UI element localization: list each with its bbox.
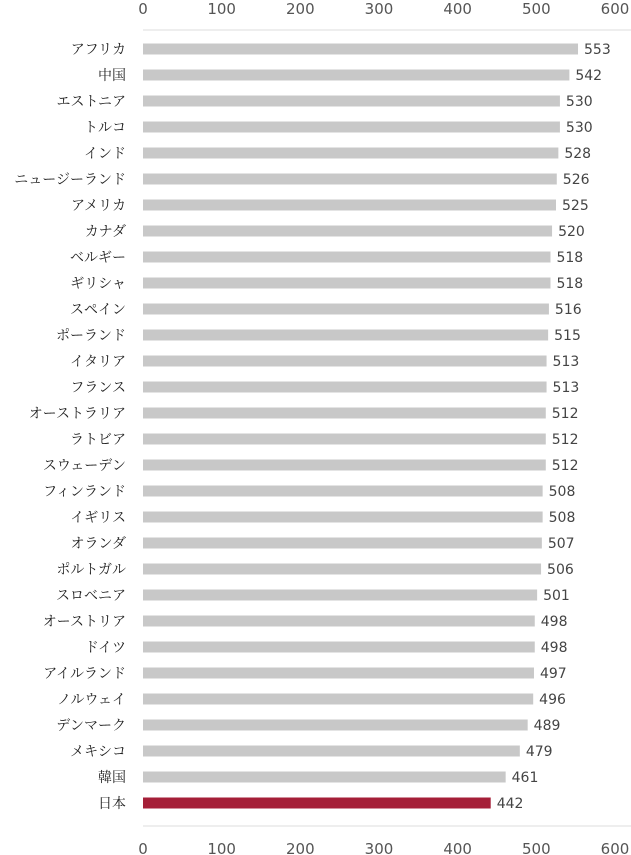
bar bbox=[143, 278, 550, 289]
category-label: デンマーク bbox=[56, 718, 126, 734]
category-labels bbox=[14, 42, 126, 812]
bottom-tick-label: 100 bbox=[207, 840, 236, 855]
value-label: 530 bbox=[565, 120, 593, 136]
category-label: カナダ bbox=[84, 224, 126, 240]
value-label: 530 bbox=[565, 94, 593, 110]
value-label: 508 bbox=[548, 510, 576, 526]
value-label: 507 bbox=[547, 536, 575, 552]
category-label: フランス bbox=[70, 380, 126, 396]
category-label: アフリカ bbox=[70, 42, 126, 58]
category-label: 中国 bbox=[98, 68, 126, 84]
bar bbox=[143, 382, 547, 393]
bar bbox=[143, 668, 534, 679]
bar bbox=[143, 512, 543, 523]
top-tick-label: 200 bbox=[286, 0, 315, 18]
category-label: トルコ bbox=[84, 120, 126, 136]
value-label: 542 bbox=[575, 68, 603, 84]
value-label: 520 bbox=[558, 224, 585, 240]
value-label: 518 bbox=[556, 276, 584, 292]
category-label: ポーランド bbox=[56, 328, 126, 344]
value-label: 479 bbox=[525, 744, 553, 760]
value-label: 526 bbox=[562, 172, 590, 188]
bar bbox=[143, 616, 535, 627]
category-label: オーストラリア bbox=[28, 406, 126, 422]
category-label: スロベニア bbox=[56, 588, 126, 604]
category-label: オランダ bbox=[70, 536, 126, 552]
value-label: 553 bbox=[584, 42, 611, 58]
bar bbox=[143, 226, 552, 237]
value-label: 513 bbox=[552, 380, 580, 396]
value-label: 518 bbox=[556, 250, 584, 266]
top-tick-label: 300 bbox=[364, 0, 394, 18]
value-label: 528 bbox=[564, 146, 592, 162]
bar bbox=[143, 252, 550, 263]
category-label: ギリシャ bbox=[70, 276, 126, 292]
category-label: ノルウェイ bbox=[57, 692, 126, 708]
category-label: イギリス bbox=[70, 510, 126, 526]
bar bbox=[143, 486, 543, 497]
category-label: オーストリア bbox=[42, 614, 126, 630]
value-label: 461 bbox=[511, 770, 539, 786]
value-label: 497 bbox=[539, 666, 567, 682]
top-tick-label: 400 bbox=[443, 0, 472, 18]
bar bbox=[143, 408, 546, 419]
top-tick-label: 600 bbox=[600, 0, 630, 18]
bottom-axis bbox=[138, 840, 629, 855]
value-label: 508 bbox=[548, 484, 576, 500]
bar bbox=[143, 174, 557, 185]
bottom-tick-label: 400 bbox=[443, 840, 472, 855]
value-label: 512 bbox=[551, 432, 579, 448]
category-label: スペイン bbox=[70, 302, 126, 318]
category-label: フィンランド bbox=[43, 484, 126, 500]
category-label: 韓国 bbox=[98, 770, 126, 786]
bottom-tick-label: 0 bbox=[138, 840, 148, 855]
bar bbox=[143, 564, 541, 575]
bar bbox=[143, 330, 548, 341]
category-label: イタリア bbox=[70, 354, 126, 370]
bottom-tick-label: 600 bbox=[600, 840, 630, 855]
top-tick-label: 500 bbox=[522, 0, 551, 18]
bar bbox=[143, 304, 549, 315]
top-tick-label: 100 bbox=[207, 0, 236, 18]
value-label: 515 bbox=[554, 328, 581, 344]
value-label: 496 bbox=[539, 692, 566, 708]
bar bbox=[143, 746, 520, 757]
category-label: アメリカ bbox=[70, 198, 126, 214]
bar bbox=[143, 200, 556, 211]
category-label: ポルトガル bbox=[56, 562, 126, 578]
value-label: 513 bbox=[552, 354, 580, 370]
category-label: ラトビア bbox=[70, 432, 126, 448]
bar bbox=[143, 590, 537, 601]
top-tick-label: 0 bbox=[138, 0, 148, 18]
bottom-tick-label: 500 bbox=[522, 840, 551, 855]
bar bbox=[143, 148, 558, 159]
value-label: 498 bbox=[540, 640, 568, 656]
category-label: アイルランド bbox=[43, 666, 126, 682]
value-label: 512 bbox=[551, 406, 579, 422]
bar bbox=[143, 538, 542, 549]
category-label: ドイツ bbox=[84, 640, 126, 656]
bar bbox=[143, 122, 560, 133]
bar bbox=[143, 642, 535, 653]
bar bbox=[143, 798, 491, 809]
value-label: 442 bbox=[496, 796, 524, 812]
category-label: ニュージーランド bbox=[14, 172, 126, 188]
bar bbox=[143, 44, 578, 55]
value-label: 512 bbox=[551, 458, 579, 474]
value-label: 525 bbox=[562, 198, 589, 214]
value-label: 498 bbox=[540, 614, 568, 630]
value-label: 489 bbox=[533, 718, 561, 734]
bar bbox=[143, 434, 546, 445]
bottom-tick-label: 300 bbox=[364, 840, 394, 855]
bar bbox=[143, 720, 528, 731]
bar bbox=[143, 772, 506, 783]
category-label: ベルギー bbox=[70, 250, 126, 266]
category-label: 日本 bbox=[98, 796, 126, 812]
bar bbox=[143, 96, 560, 107]
value-label: 506 bbox=[547, 562, 574, 578]
value-label: 501 bbox=[543, 588, 570, 604]
category-label: メキシコ bbox=[70, 744, 126, 760]
bar bbox=[143, 694, 533, 705]
bottom-tick-label: 200 bbox=[286, 840, 315, 855]
category-label: スウェーデン bbox=[42, 458, 126, 474]
bar bbox=[143, 70, 569, 81]
top-axis bbox=[138, 0, 629, 18]
bar bbox=[143, 460, 546, 471]
bars bbox=[143, 44, 578, 809]
category-label: エストニア bbox=[56, 94, 126, 110]
value-label: 516 bbox=[554, 302, 582, 318]
category-label: インド bbox=[84, 146, 126, 162]
bar bbox=[143, 356, 547, 367]
